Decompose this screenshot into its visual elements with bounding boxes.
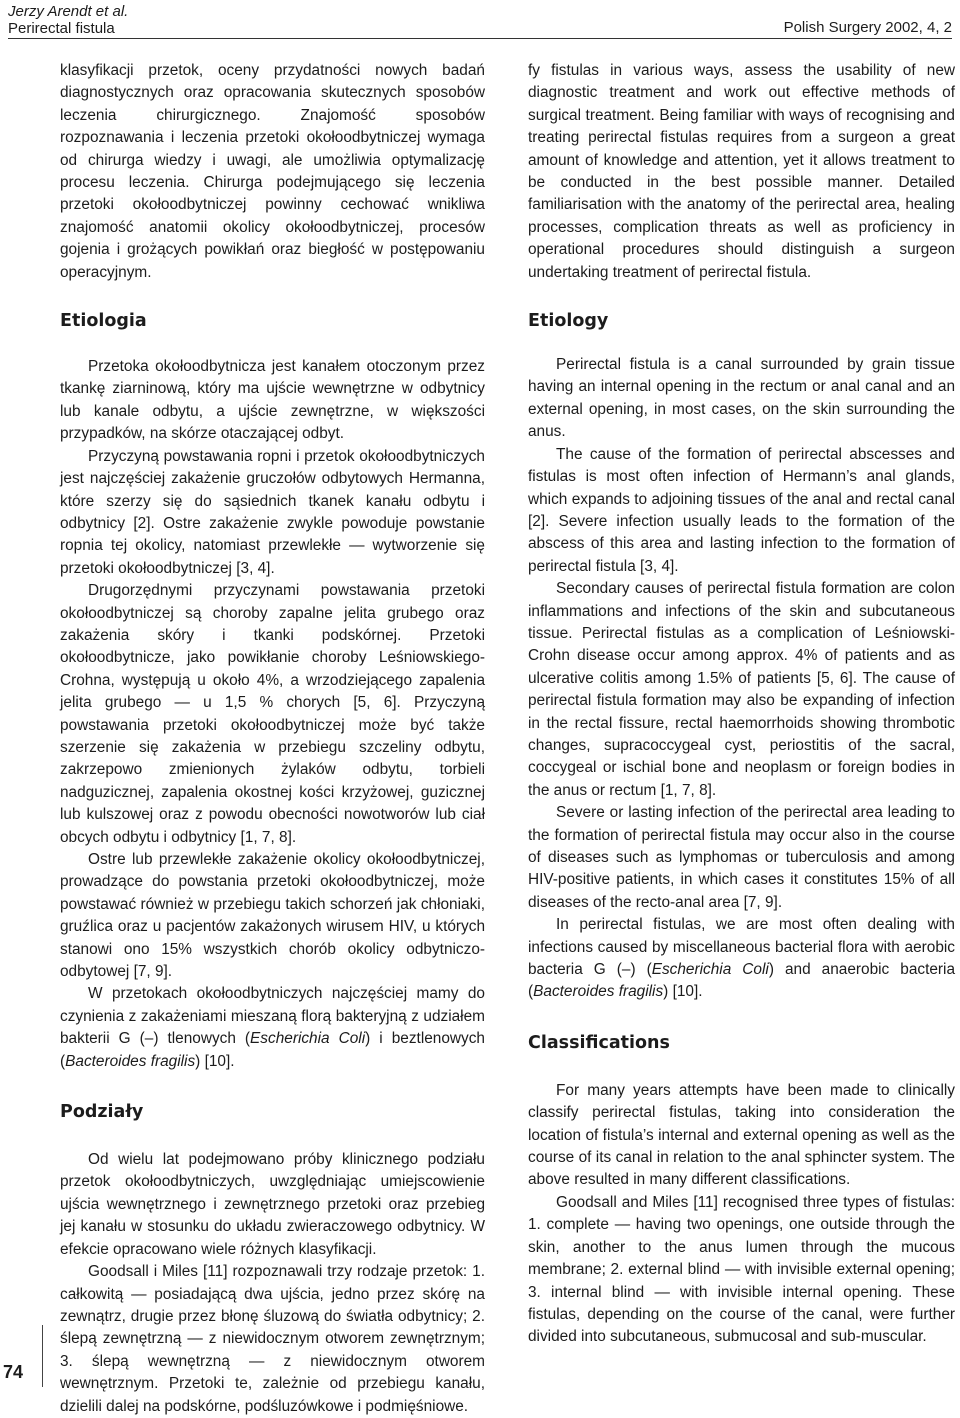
page-number-rule: [42, 1325, 43, 1387]
intro-paragraph-en: fy fistulas in various ways, assess the usability of new diagnostic treatment and work out effective methods of surgical treatment. Being familiar with ways of recognising and treating perirectal fistulas requires from a surgeon a great amount of knowledge and attention, yet it allows treatment to be conducted in the best possible manner. Detailed familiarisation with the anatomy of the perirectal area, healing processes, complication threats as well as proficiency in operational procedures should distinguish a surgeon undertaking treatment of perirectal fistula.: [528, 62, 955, 281]
section-heading-classifications: Classifications: [528, 1032, 670, 1053]
species-name: Bacteroides fragilis: [533, 983, 664, 1001]
etiology-paragraph-en-2: The cause of the formation of perirectal abscesses and fistulas is most often infection of Hermann’s anal glands, which expands to adjoining tissues of the anal and rectal canal [2]. Severe infection usually leads to the formation of the abscess of this area and lasting infection to the formation of perirectal fistula [3, 4].: [528, 445, 955, 575]
etiology-paragraph-pl-4: Ostre lub przewlekłe zakażenie okolicy okołoodbytniczej, prowadzące do powstania przetoki okołoodbytniczej, może powstawać również w przebiegu takich schorzeń jak chłoniaki, gruźlica oraz u pacjentów zakażonych wirusem HIV, u których stanowi ono 15% wszystkich chorób okolicy odbytniczo-odbytowej [7, 9].: [60, 851, 485, 981]
species-name: Bacteroides fragilis: [65, 1052, 196, 1070]
species-name: Escherichia Coli: [651, 961, 769, 979]
classification-paragraph-en-1: For many years attempts have been made to clinically classify perirectal fistulas, taking into consideration the location of fistula’s internal and external opening as well as the course of its canal in relation to the anal sphincter system. The above resulted in many different classifications.: [528, 1081, 955, 1189]
etiology-paragraph-en-1: Perirectal fistula is a canal surrounded by grain tissue having an internal opening in the rectum or anal canal and an external opening, in most cases, on the skin surrounding the anus.: [528, 356, 955, 441]
page-number: 74: [3, 1362, 24, 1382]
column-polish: [60, 60, 485, 1418]
etiology-paragraph-pl-2: Przyczyną powstawania ropni i przetok okołoodbytniczych jest najczęściej zakażenie gruczołów odbytowych Hermanna, które szerzy się do sąsiednich tkanek kanału odbytu i odbytnicy [2]. Ostre zakażenie zwykle powoduje powstanie ropnia tej okolicy, natomiast przewlekłe — wytworzenie się przetoki okołoodbytniczej [3, 4].: [60, 447, 485, 577]
column-english: [528, 60, 955, 1349]
classification-paragraph-pl-1: Od wielu lat podejmowano próby klinicznego podziału przetok okołoodbytniczych, uwzględniając umiejscowienie ujścia wewnętrznego i zewnętrznego przetoki oraz przebieg jej kanału w stosunku do układu zwieraczowego odbytnicy. W efekcie opracowano wiele różnych klasyfikacji.: [60, 1151, 485, 1258]
header-rule: [8, 38, 952, 39]
header-authors: Jerzy Arendt et al.: [8, 3, 129, 20]
header-journal: Polish Surgery 2002, 4, 2: [783, 19, 952, 36]
classification-paragraph-pl-2: Goodsall i Miles [11] rozpoznawali trzy rodzaje przetok: 1. całkowitą — posiadającą dwa ujścia, jedno przez skórę na zewnątrz, drugie przez błonę śluzową do światła odbytnicy; 2. ślepą zewnętrzną — z niewidocznym otworem zewnętrznym; 3. ślepą wewnętrzną — z niewidocznym otworem wewnętrznym. Przetoki te, zależnie od przebiegu kanału, dzielili dalej na podskórne, podśluzówkowe i podmięśniowe.: [60, 1263, 485, 1415]
etiology-paragraph-pl-3: Drugorzędnymi przyczynami powstawania przetoki okołoodbytniczej są choroby zapalne jelita grubego oraz zakażenia skóry i tkanki podskórnej. Przetoki okołoodbytnicze, jako powikłanie choroby Leśniowskiego-Crohna, występują u około 4%, a wrzodziejącego zapalenia jelita grubego — u 1,5 % chorych [5, 6]. Przyczyną powstawania przetoki okołoodbytniczej może być także szerzenie się zakażenia w przebiegu szczeliny odbytu, zakrzepowo zmienionych żylaków odbytu, torbieli nadguzicznej, zapalenia okostnej kości krzyżowej, guzicznej lub kulszowej oraz z powodu obecności nowotworów lub ciał obcych odbytu i odbytnicy [1, 7, 8].: [60, 582, 485, 846]
running-header-left: [8, 3, 128, 37]
etiology-paragraph-pl-1: Przetoka okołoodbytnicza jest kanałem otoczonym przez tkankę ziarninową, który ma ujście wewnętrzne w odbytnicy lub kanale odbytu, a ujście zewnętrzne, w większości przypadków, na skórze otaczającej odbyt.: [60, 358, 485, 443]
etiology-paragraph-en-4: Severe or lasting infection of the perirectal area leading to the formation of perirectal fistula may occur also in the course of diseases such as lymphomas or tuberculosis and among HIV-positive patients, in which cases it constitutes 15% of all diseases of the recto-anal area [7, 9].: [528, 804, 955, 911]
intro-paragraph-pl: klasyfikacji przetok, oceny przydatności nowych badań diagnostycznych oraz opracowania skutecznych sposobów leczenia chirurgicznego. Znajomość sposobów rozpoznawania i leczenia przetoki okołoodbytniczej wymaga od chirurga wiedzy i uwagi, ale umożliwia optymalizację procesu leczenia. Chirurga podejmującego się leczenia przetoki okołoodbytniczej powinny cechować wnikliwa znajomość anatomii okolicy okołoodbytniczej, procesów gojenia i grożących powikłań oraz biegłość w postępowaniu operacyjnym.: [60, 62, 485, 281]
species-name: Escherichia Coli: [250, 1030, 366, 1048]
header-running-title: Perirectal fistula: [8, 20, 115, 37]
etiology-paragraph-pl-5: W przetokach okołoodbytniczych najczęściej mamy do czynienia z zakażeniami mieszaną florą bakteryjną z udziałem bakterii G (–) tlenowych (Escherichia Coli) i beztlenowych (Bacteroides fragilis) [10].: [60, 985, 485, 1070]
etiology-paragraph-en-3: Secondary causes of perirectal fistula formation are colon inflammations and infections of the skin and subcutaneous tissue. Perirectal fistulas as a complication of Leśniowski-Crohn disease occur among approx. 4% of patients and as ulcerative colitis among 1.5% of patients [5, 6]. The cause of perirectal fistula formation may also be expanding of infection in the rectal fissure, rectal haemorrhoids showing thrombotic changes, supracoccygeal cyst, periostitis of the sacral, coccygeal or ischial bone and neoplasm or foreign bodies in the anus or rectum [1, 7, 8].: [528, 580, 955, 799]
section-heading-etiologia: Etiologia: [60, 311, 147, 332]
section-heading-etiology: Etiology: [528, 311, 609, 332]
etiology-paragraph-en-5: In perirectal fistulas, we are most often dealing with infections caused by miscellaneous bacterial flora with aerobic bacteria G (–) (Escherichia Coli) and anaerobic bacteria (Bacteroides fragilis) [10].: [528, 916, 956, 1001]
classification-paragraph-en-2: Goodsall and Miles [11] recognised three types of fistulas: 1. complete — having two openings, one outside through the skin, another to the anus lumen through the mucous membrane; 2. external blind — with invisible external opening; 3. internal blind — with invisible internal opening. These fistulas, depending on the course of the canal, were further divided into subcutaneous, submucosal and sub-muscular.: [528, 1193, 955, 1346]
section-heading-podzialy: Podziały: [60, 1102, 144, 1123]
